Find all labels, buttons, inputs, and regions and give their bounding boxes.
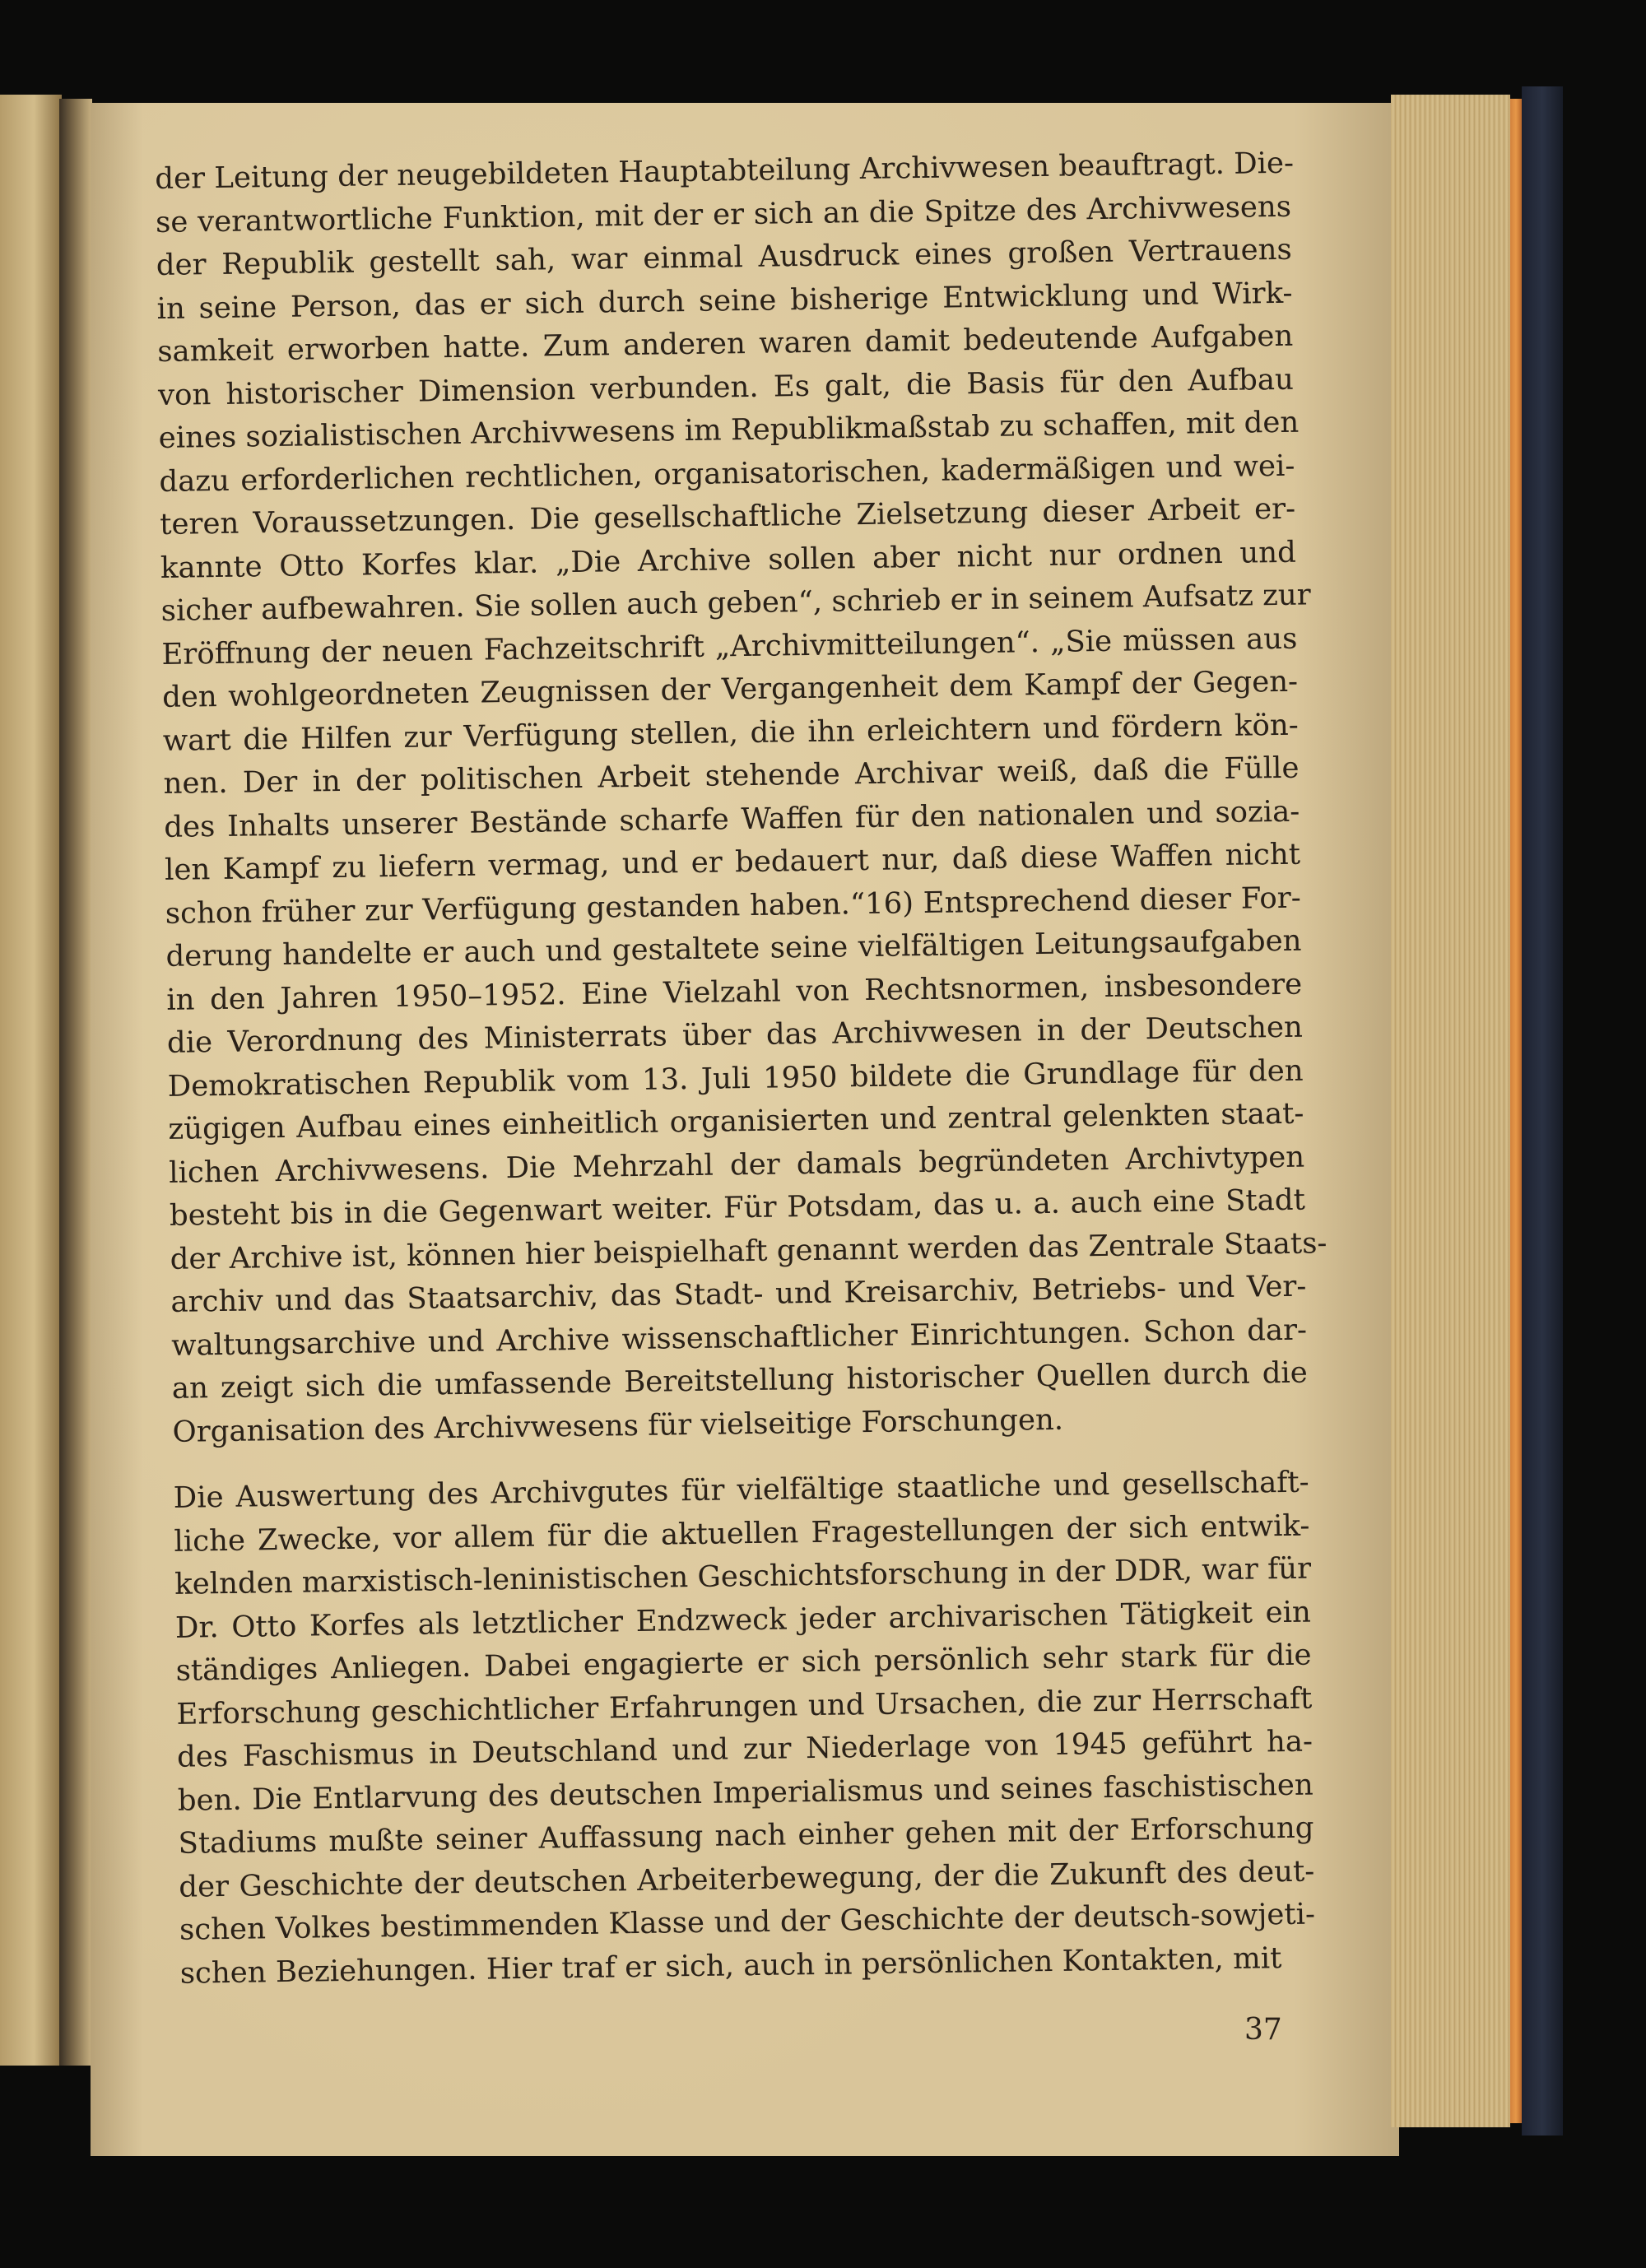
book-gutter — [59, 99, 92, 2066]
text-line: in den Jahren 1950–1952. Eine Vielzahl von Rechtsnormen, insbesondere — [165, 967, 1303, 1017]
text-line: sicher aufbewahren. Sie sollen auch geben“, schrieb er in seinem Aufsatz zur — [160, 578, 1311, 628]
text-line: der Archive ist, können hier beispielhaft genannt werden das Zentrale Staats- — [170, 1225, 1327, 1276]
text-line: die Verordnung des Ministerrats über das Archivwesen in der Deutschen — [166, 1010, 1304, 1060]
colored-page-edge — [1510, 99, 1522, 2123]
text-line: teren Voraussetzungen. Die gesellschaftliche Zielsetzung dieser Arbeit er- — [159, 491, 1296, 541]
left-page-edge — [0, 95, 62, 2066]
text-line: len Kampf zu liefern vermag, und er bedauert nur, daß diese Waffen nicht — [164, 837, 1301, 887]
text-line: se verantwortliche Funktion, mit der er sich an die Spitze des Archivwesens — [155, 189, 1292, 239]
text-line: Eröffnung der neuen Fachzeitschrift „Archivmitteilungen“. „Sie müssen aus — [161, 621, 1298, 672]
page-stack-edges — [1391, 95, 1510, 2127]
text-line: schen Volkes bestimmenden Klasse und der Geschichte der deutsch-sowjeti- — [179, 1897, 1316, 1947]
text-line: der Geschichte der deutschen Arbeiterbewegung, der die Zukunft des deut- — [179, 1854, 1315, 1904]
text-line: der Leitung der neugebildeten Hauptabteilung Archivwesen beauftragt. Die- — [155, 146, 1295, 196]
book-cover-edge — [1522, 86, 1563, 2136]
text-line: von historischer Dimension verbunden. Es galt, die Basis für den Aufbau — [157, 362, 1295, 412]
text-line: Organisation des Archivwesens für vielseitige Forschungen. — [172, 1402, 1064, 1449]
text-line: ben. Die Entlarvung des deutschen Imperialismus und seines faschistischen — [177, 1768, 1314, 1818]
text-line: kelnden marxistisch-leninistischen Geschichtsforschung in der DDR, war für — [174, 1551, 1312, 1601]
text-line: schen Beziehungen. Hier traf er sich, auch in persönlichen Kontakten, mit — [179, 1940, 1282, 1991]
text-line: archiv und das Staatsarchiv, das Stadt- und Kreisarchiv, Betriebs- und Ver- — [170, 1269, 1307, 1319]
text-line: ständiges Anliegen. Dabei engagierte er sich persönlich sehr stark für die — [175, 1638, 1312, 1688]
text-line: wart die Hilfen zur Verfügung stellen, die ihn erleichtern und fördern kön- — [162, 708, 1300, 758]
text-line: kannte Otto Korfes klar. „Die Archive sollen aber nicht nur ordnen und — [160, 535, 1297, 585]
text-line: Demokratischen Republik vom 13. Juli 1950 bildete die Grundlage für den — [167, 1053, 1304, 1104]
text-line: dazu erforderlichen rechtlichen, organisatorischen, kadermäßigen und wei- — [159, 448, 1295, 499]
paragraph — [173, 1462, 1316, 1996]
text-line: samkeit erworben hatte. Zum anderen waren damit bedeutende Aufgaben — [157, 318, 1294, 369]
text-line: zügigen Aufbau eines einheitlich organisierten und zentral gelenkten staat- — [168, 1096, 1304, 1146]
text-line: des Faschismus in Deutschland und zur Niederlage von 1945 geführt ha- — [176, 1724, 1314, 1774]
text-line: Erforschung geschichtlicher Erfahrungen und Ursachen, die zur Herrschaft — [176, 1681, 1313, 1731]
text-line: lichen Archivwesens. Die Mehrzahl der damals begründeten Archivtypen — [168, 1140, 1305, 1190]
text-line: nen. Der in der politischen Arbeit stehende Archivar weiß, daß die Fülle — [163, 751, 1300, 801]
text-line: besteht bis in die Gegenwart weiter. Für Potsdam, das u. a. auch eine Stadt — [169, 1183, 1306, 1233]
text-line: derung handelte er auch und gestaltete seine vielfältigen Leitungsaufgaben — [165, 923, 1302, 974]
page-number: 37 — [1244, 2013, 1282, 2047]
text-line: des Inhalts unserer Bestände scharfe Waffen für den nationalen und sozia- — [164, 794, 1300, 844]
text-line: waltungsarchive und Archive wissenschaftlicher Einrichtungen. Schon dar- — [170, 1313, 1308, 1363]
text-line: schon früher zur Verfügung gestanden haben.“16) Entsprechend dieser For- — [165, 881, 1301, 931]
paragraph — [155, 142, 1327, 1454]
text-line: eines sozialistischen Archivwesens im Republikmaßstab zu schaffen, mit den — [158, 405, 1300, 455]
text-line: in seine Person, das er sich durch seine bisherige Entwicklung und Wirk- — [156, 276, 1293, 326]
body-text — [155, 142, 1327, 1996]
text-line: Dr. Otto Korfes als letztlicher Endzweck jeder archivarischen Tätigkeit ein — [174, 1595, 1312, 1645]
text-line: liche Zwecke, vor allem für die aktuellen Fragestellungen der sich entwik- — [174, 1508, 1310, 1559]
text-line: den wohlgeordneten Zeugnissen der Vergangenheit dem Kampf der Gegen- — [161, 664, 1299, 714]
text-line: an zeigt sich die umfassende Bereitstellung historischer Quellen durch die — [171, 1355, 1309, 1406]
text-line: Die Auswertung des Archivgutes für vielfältige staatliche und gesellschaft- — [173, 1465, 1309, 1515]
text-line: der Republik gestellt sah, war einmal Ausdruck eines großen Vertrauens — [156, 232, 1292, 282]
text-line: Stadiums mußte seiner Auffassung nach einher gehen mit der Erforschung — [178, 1810, 1314, 1861]
